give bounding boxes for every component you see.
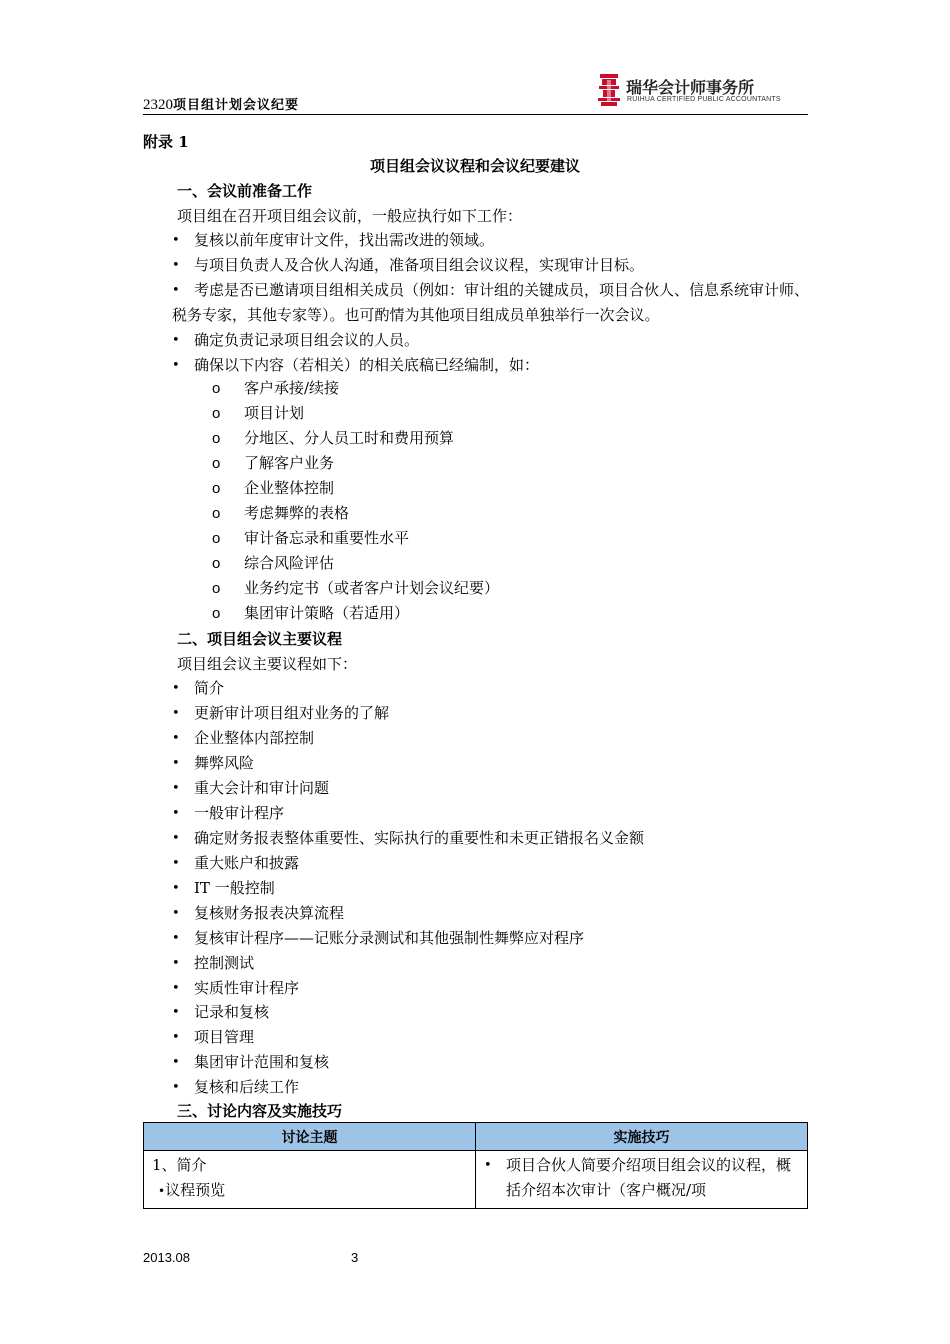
list-item: • 重大账户和披露 (172, 854, 300, 872)
list-item: • 确定负责记录项目组会议的人员。 (172, 331, 420, 349)
section-heading-3: 三、讨论内容及实施技巧 (177, 1102, 343, 1120)
list-item: • 复核审计程序——记账分录测试和其他强制性舞弊应对程序 (172, 929, 585, 947)
list-item: • 重大会计和审计问题 (172, 779, 330, 797)
list-item: • 一般审计程序 (172, 804, 285, 822)
list-item: • 复核财务报表决算流程 (172, 904, 345, 922)
sub-list-item: o 考虑舞弊的表格 (212, 504, 350, 522)
list-item: • 项目管理 (172, 1028, 255, 1046)
sub-list-item: o 综合风险评估 (212, 554, 335, 572)
appendix-label: 附录 1 (143, 133, 189, 151)
sub-list-item: o 了解客户业务 (212, 454, 335, 472)
list-item: • 与项目负责人及合伙人沟通，准备项目组会议议程，实现审计目标。 (172, 256, 645, 274)
header-divider (143, 114, 808, 115)
table-row (144, 1151, 808, 1209)
list-item: • IT 一般控制 (172, 879, 275, 897)
list-item: • 简介 (172, 679, 225, 697)
firm-logo-name-cn: 瑞华会计师事务所 (626, 78, 755, 97)
list-item: • 复核和后续工作 (172, 1078, 300, 1096)
sub-list-item: o 审计备忘录和重要性水平 (212, 529, 410, 547)
bullet-icon: • (158, 1184, 166, 1198)
sub-list-item: o 业务约定书（或者客户计划会议纪要） (212, 579, 500, 597)
topic-title: 1、简介 (152, 1156, 207, 1174)
list-item: • 企业整体内部控制 (172, 729, 315, 747)
table-cell-technique (476, 1151, 808, 1209)
list-item: • 考虑是否已邀请项目组相关成员（例如：审计组的关键成员，项目合伙人、信息系统审计师、税务专家，其他专家等）。也可酌情为其他项目组成员单独举行一次会议。 (172, 281, 810, 324)
list-item: • 实质性审计程序 (172, 979, 300, 997)
table-header-row (144, 1123, 808, 1151)
list-item: • 复核以前年度审计文件，找出需改进的领域。 (172, 231, 495, 249)
list-item: • 舞弊风险 (172, 754, 255, 772)
sub-list-item: o 企业整体控制 (212, 479, 335, 497)
section-heading-1: 一、会议前准备工作 (177, 182, 313, 200)
document-header-title (143, 94, 299, 114)
section-heading-2: 二、项目组会议主要议程 (177, 630, 343, 648)
sub-list-item: o 分地区、分人员工时和费用预算 (212, 429, 455, 447)
topic-sub-item: •议程预览 (158, 1181, 226, 1199)
list-item: • 控制测试 (172, 954, 255, 972)
column-header-technique: 实施技巧 (476, 1123, 808, 1151)
column-header-topic: 讨论主题 (144, 1123, 476, 1151)
section-2-intro: 项目组会议主要议程如下： (177, 655, 358, 673)
sub-list-item: o 项目计划 (212, 404, 305, 422)
document-title: 项目组计划会议纪要 (173, 98, 300, 113)
list-item: • 确定财务报表整体重要性、实际执行的重要性和未更正错报名义金额 (172, 829, 645, 847)
list-item: • 集团审计范围和复核 (172, 1053, 330, 1071)
firm-logo (598, 74, 808, 110)
firm-logo-name-en: RUIHUA CERTIFIED PUBLIC ACCOUNTANTS (627, 96, 781, 103)
sub-list-item: o 客户承接/续接 (212, 379, 340, 397)
firm-logo-icon (598, 74, 620, 106)
bullet-icon: • (484, 1158, 492, 1173)
page-number: 3 (351, 1250, 359, 1265)
list-item: • 更新审计项目组对业务的了解 (172, 704, 390, 722)
list-item: • 确保以下内容（若相关）的相关底稿已经编制，如： (172, 356, 540, 374)
footer-date: 2013.08 (143, 1250, 190, 1265)
section-1-intro: 项目组在召开项目组会议前，一般应执行如下工作： (177, 207, 523, 225)
discussion-table (143, 1122, 808, 1209)
page-title: 项目组会议议程和会议纪要建议 (369, 157, 580, 175)
document-number: 2320 (143, 97, 173, 113)
list-item: • 记录和复核 (172, 1003, 270, 1021)
sub-list-item: o 集团审计策略（若适用） (212, 604, 410, 622)
table-cell-topic (144, 1151, 476, 1209)
technique-item: • 项目合伙人简要介绍项目组会议的议程，概括介绍本次审计（客户概况/项 (484, 1153, 799, 1203)
